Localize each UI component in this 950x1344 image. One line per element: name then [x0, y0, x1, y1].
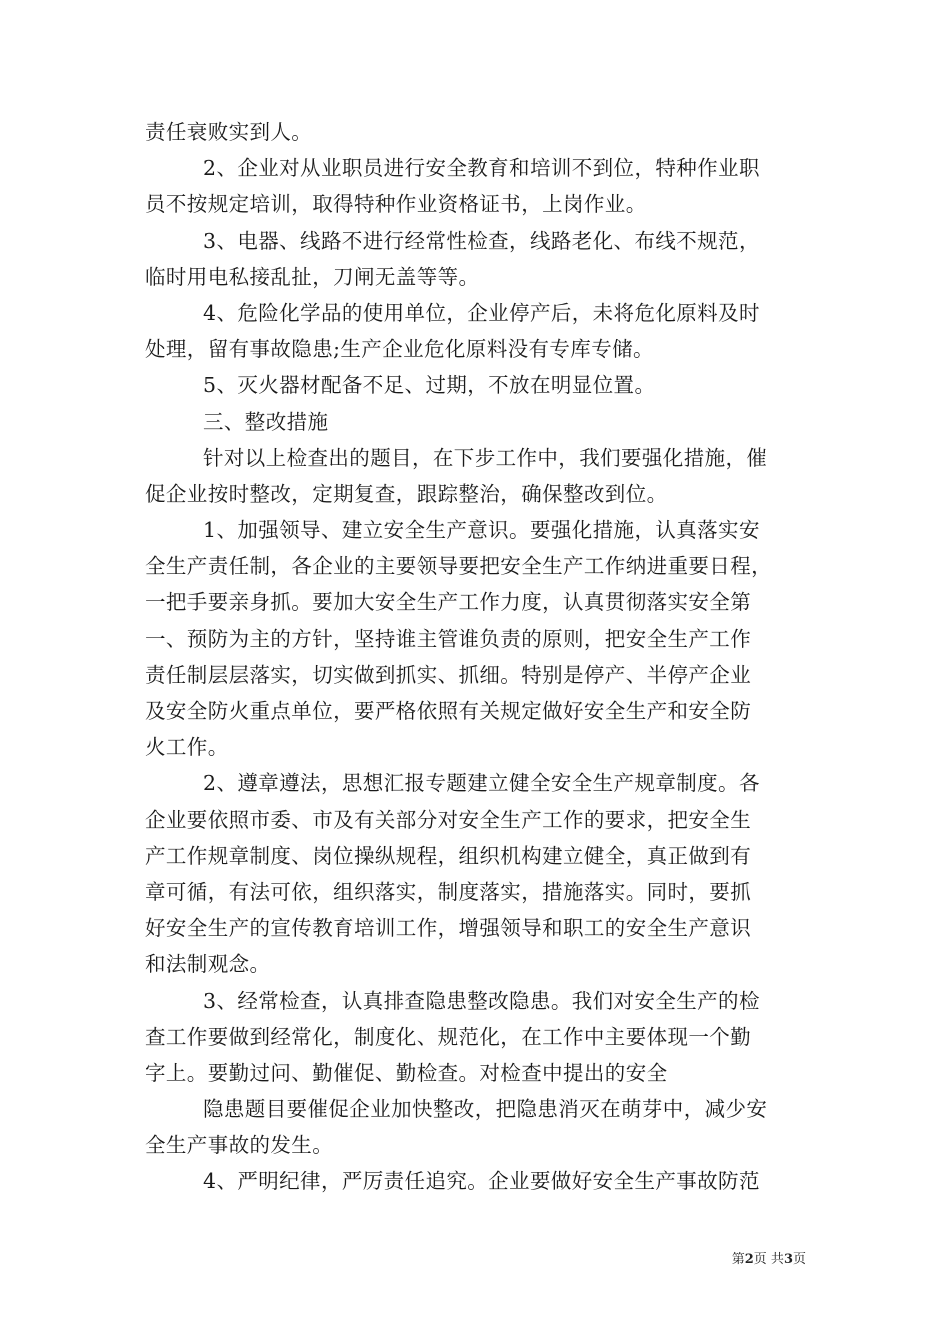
text-line: 产工作规章制度、岗位操纵规程，组织机构建立健全，真正做到有 — [145, 843, 752, 868]
text-line: 隐患题目要催促企业加快整改，把隐患消灭在萌芽中，减少安 — [203, 1097, 768, 1122]
text-line: 员不按规定培训，取得特种作业资格证书，上岗作业。 — [145, 192, 647, 217]
text-line: 4、危险化学品的使用单位，企业停产后，未将危化原料及时 — [203, 300, 760, 325]
text-line: 全生产事故的发生。 — [145, 1133, 334, 1158]
text-line: 4、严明纪律，严厉责任追究。企业要做好安全生产事故防范 — [203, 1169, 760, 1194]
text-line: 临时用电私接乱扯，刀闸无盖等等。 — [145, 264, 480, 289]
footer-middle: 页 共 — [753, 1252, 784, 1267]
text-line: 2、遵章遵法，思想汇报专题建立健全安全生产规章制度。各 — [203, 771, 760, 796]
text-line: 一把手要亲身抓。要加大安全生产工作力度，认真贯彻落实安全第 — [145, 590, 752, 615]
footer-prefix: 第 — [731, 1252, 745, 1267]
text-line: 3、电器、线路不进行经常性检查，线路老化、布线不规范， — [203, 228, 760, 253]
page-footer — [0, 1248, 806, 1267]
text-line: 责任衰败实到人。 — [145, 120, 313, 144]
text-line: 责任制层层落实，切实做到抓实、抓细。特别是停产、半停产企业 — [145, 662, 752, 687]
total-page-number: 3 — [783, 1252, 793, 1267]
text-line: 促企业按时整改，定期复查，跟踪整治，确保整改到位。 — [145, 481, 668, 506]
current-page-number: 2 — [744, 1252, 754, 1267]
text-line: 3、经常检查，认真排查隐患整改隐患。我们对安全生产的检 — [203, 988, 760, 1013]
text-line: 和法制观念。 — [145, 952, 271, 977]
text-line: 及安全防火重点单位，要严格依照有关规定做好安全生产和安全防 — [145, 699, 752, 723]
text-line: 字上。要勤过问、勤催促、勤检查。对检查中提出的安全 — [145, 1060, 668, 1085]
text-line: 处理，留有事故隐患;生产企业危化原料没有专库专储。 — [145, 337, 654, 362]
text-line: 全生产责任制，各企业的主要领导要把安全生产工作纳进重要日程， — [145, 554, 772, 579]
text-line: 章可循，有法可依，组织落实，制度落实，措施落实。同时，要抓 — [145, 879, 752, 904]
text-line: 查工作要做到经常化，制度化、规范化，在工作中主要体现一个勤 — [145, 1024, 752, 1049]
section-heading: 三、整改措施 — [203, 409, 329, 434]
footer-suffix: 页 — [792, 1252, 806, 1267]
text-line: 火工作。 — [145, 735, 229, 760]
text-line: 针对以上检查出的题目，在下步工作中，我们要强化措施，催 — [203, 445, 768, 470]
text-line: 企业要依照市委、市及有关部分对安全生产工作的要求，把安全生 — [145, 807, 752, 832]
text-line: 5、灭火器材配备不足、过期，不放在明显位置。 — [203, 373, 656, 398]
text-line: 1、加强领导、建立安全生产意识。要强化措施，认真落实安 — [203, 518, 760, 543]
text-line: 一、预防为主的方针，坚持谁主管谁负责的原则，把安全生产工作 — [145, 626, 752, 651]
document-body — [145, 114, 809, 1200]
text-line: 好安全生产的宣传教育培训工作，增强领导和职工的安全生产意识 — [145, 916, 752, 941]
text-line: 2、企业对从业职员进行安全教育和培训不到位，特种作业职 — [203, 156, 760, 181]
